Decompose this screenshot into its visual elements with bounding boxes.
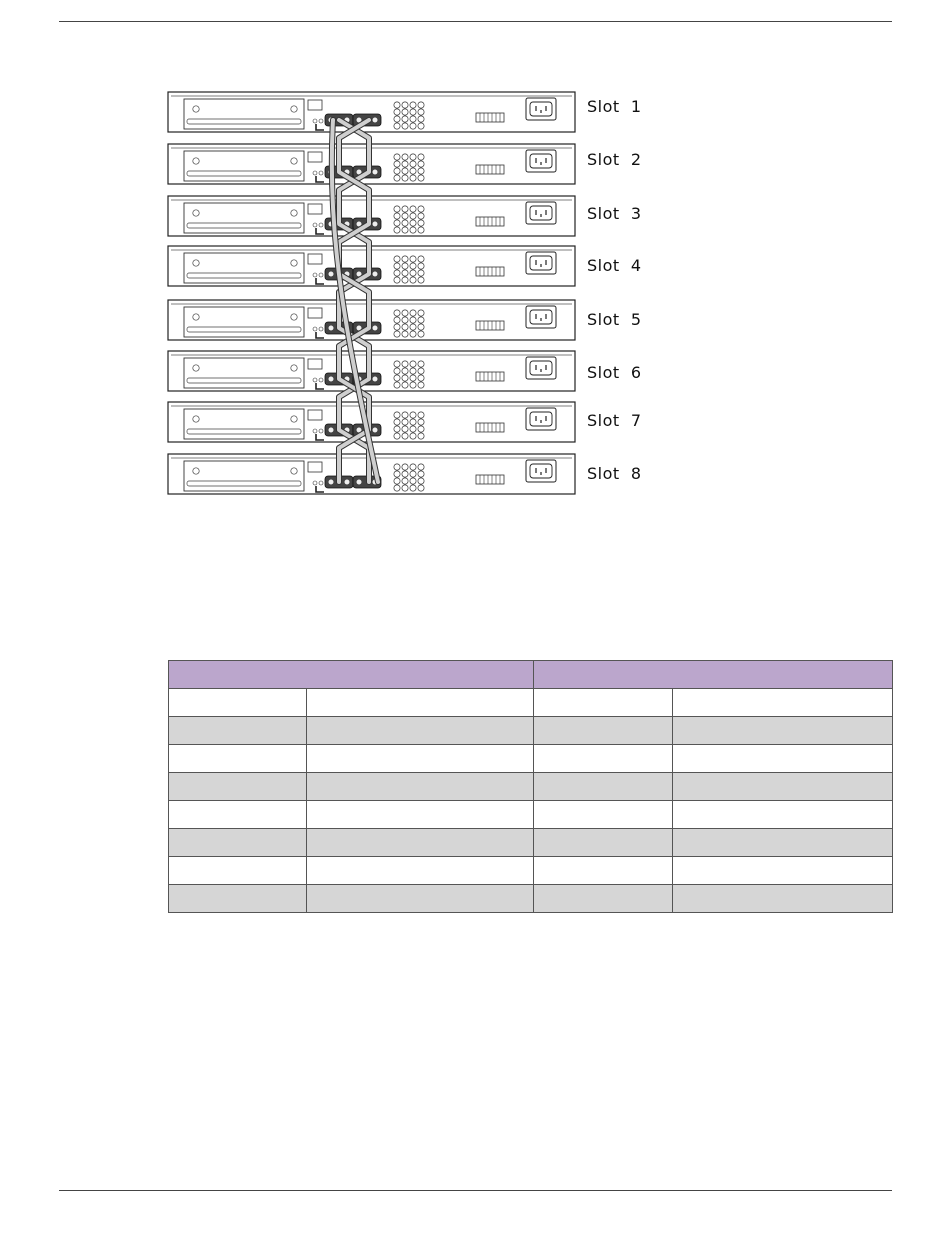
slot-label-4: Slot 4 xyxy=(587,256,642,275)
table-row xyxy=(169,857,893,885)
table-row xyxy=(169,773,893,801)
table-cell xyxy=(534,689,673,717)
expansion-slot xyxy=(184,151,304,181)
table-cell xyxy=(534,857,673,885)
slot-table xyxy=(168,660,893,913)
screw-icon xyxy=(291,106,297,112)
table-row xyxy=(169,829,893,857)
footer-rule xyxy=(59,1190,892,1191)
table-cell xyxy=(169,689,307,717)
screw-icon xyxy=(291,158,297,164)
table-cell xyxy=(307,773,534,801)
table-row xyxy=(169,689,893,717)
screw-icon xyxy=(193,260,199,266)
table-row xyxy=(169,745,893,773)
table-cell xyxy=(534,801,673,829)
table-row xyxy=(169,717,893,745)
screw-icon xyxy=(193,210,199,216)
expansion-slot xyxy=(184,461,304,491)
table-cell xyxy=(673,745,893,773)
screw-icon xyxy=(291,210,297,216)
console-port xyxy=(308,100,322,110)
table-cell xyxy=(534,885,673,913)
table-cell xyxy=(673,773,893,801)
console-port xyxy=(308,410,322,420)
screw-icon xyxy=(193,468,199,474)
slot-label-2: Slot 2 xyxy=(587,150,642,169)
table-cell xyxy=(534,773,673,801)
console-port xyxy=(308,152,322,162)
table-cell xyxy=(673,717,893,745)
table-row xyxy=(169,885,893,913)
table-cell xyxy=(307,857,534,885)
table-row xyxy=(169,801,893,829)
table-cell xyxy=(534,717,673,745)
table-cell xyxy=(307,801,534,829)
table-cell xyxy=(169,745,307,773)
screw-icon xyxy=(291,365,297,371)
screw-icon xyxy=(193,314,199,320)
slot-label-1: Slot 1 xyxy=(587,97,642,116)
table-cell xyxy=(307,689,534,717)
slot-label-5: Slot 5 xyxy=(587,310,642,329)
console-port xyxy=(308,359,322,369)
screw-icon xyxy=(291,314,297,320)
screw-icon xyxy=(193,365,199,371)
switch-unit-1 xyxy=(168,92,575,132)
table-cell xyxy=(169,717,307,745)
console-port xyxy=(308,462,322,472)
console-port xyxy=(308,308,322,318)
table-cell xyxy=(673,885,893,913)
screw-icon xyxy=(291,416,297,422)
slot-label-8: Slot 8 xyxy=(587,464,642,483)
expansion-slot xyxy=(184,409,304,439)
table-cell xyxy=(534,829,673,857)
stacking-diagram xyxy=(0,0,950,520)
expansion-slot xyxy=(184,253,304,283)
table-cell xyxy=(307,829,534,857)
slot-label-6: Slot 6 xyxy=(587,363,642,382)
screw-icon xyxy=(193,158,199,164)
table-cell xyxy=(673,857,893,885)
table-cell xyxy=(169,801,307,829)
expansion-slot xyxy=(184,99,304,129)
table-cell xyxy=(673,829,893,857)
table-header-left xyxy=(169,661,534,689)
table-header-row xyxy=(169,661,893,689)
table-cell xyxy=(169,857,307,885)
table-cell xyxy=(169,885,307,913)
screw-icon xyxy=(291,468,297,474)
console-port xyxy=(308,254,322,264)
screw-icon xyxy=(193,106,199,112)
table-cell xyxy=(307,885,534,913)
expansion-slot xyxy=(184,307,304,337)
table-cell xyxy=(307,717,534,745)
expansion-slot xyxy=(184,358,304,388)
table-cell xyxy=(673,689,893,717)
screw-icon xyxy=(193,416,199,422)
screw-icon xyxy=(291,260,297,266)
expansion-slot xyxy=(184,203,304,233)
table-cell xyxy=(169,773,307,801)
table-cell xyxy=(169,829,307,857)
slot-label-7: Slot 7 xyxy=(587,411,642,430)
slot-label-3: Slot 3 xyxy=(587,204,642,223)
table-cell xyxy=(307,745,534,773)
console-port xyxy=(308,204,322,214)
table-header-right xyxy=(534,661,893,689)
table-cell xyxy=(534,745,673,773)
table-cell xyxy=(673,801,893,829)
